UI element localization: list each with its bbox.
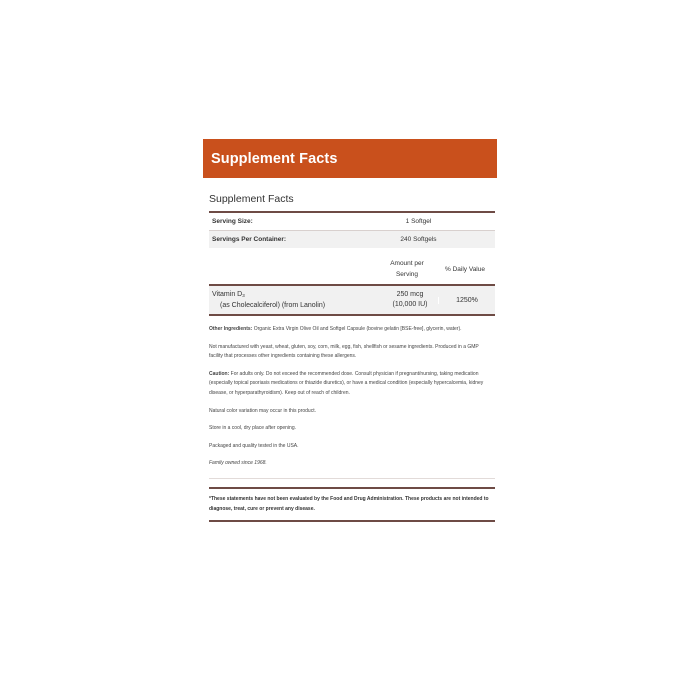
footer-bottom-rule: [209, 520, 495, 522]
amount-header-line1: Amount per: [390, 260, 424, 267]
panel-header: [203, 139, 497, 178]
notes-section: [209, 325, 495, 469]
section-title: Supplement Facts: [209, 193, 294, 205]
servings-per-container-value: 240 Softgels: [400, 236, 437, 243]
header-spacer: [209, 258, 379, 280]
nutrient-daily-value: 1250%: [438, 297, 495, 304]
other-ingredients-label: Other Ingredients:: [209, 326, 253, 332]
notes-divider: [209, 478, 495, 479]
daily-value-header: % Daily Value: [445, 265, 485, 273]
nutrient-name: [209, 290, 382, 311]
servings-per-container-row: [209, 231, 495, 248]
supplement-facts-panel: [203, 139, 497, 553]
serving-size-label: Serving Size:: [212, 218, 253, 225]
nutrient-name-subscript: 3: [242, 292, 245, 298]
allergen-statement: Not manufactured with yeast, wheat, gluten, soy, corn, milk, egg, fish, shellfish or sesame ingredients. Produced in a GMP facility that processes other ingredients containing these allergens.: [209, 343, 479, 360]
serving-size-row: [209, 213, 495, 230]
panel-body: [203, 193, 497, 522]
other-ingredients-text: Organic Extra Virgin Olive Oil and Softgel Capsule (bovine gelatin [BSE-free], glycerin, water).: [253, 326, 462, 332]
caution-label: Caution:: [209, 370, 230, 377]
nutrient-bottom-rule: [209, 314, 495, 316]
fda-disclaimer: *These statements have not been evaluated by the Food and Drug Administration. These products are not intended to diagnose, treat, cure or prevent any disease.: [209, 495, 489, 512]
storage-note: Store in a cool, dry place after opening.: [209, 425, 296, 432]
nutrient-row-vitamin-d3: [209, 286, 495, 314]
color-variation-note: Natural color variation may occur in this product.: [209, 407, 316, 414]
nutrient-amount: [382, 290, 438, 310]
packaged-note: Packaged and quality tested in the USA.: [209, 442, 299, 449]
amount-header-line2: Serving: [395, 271, 419, 278]
servings-per-container-label: Servings Per Container:: [212, 236, 287, 243]
nutrient-amount-iu: (10,000 IU): [392, 301, 428, 308]
nutrient-name-text: Vitamin D: [212, 290, 243, 298]
nutrient-table-header: [209, 258, 495, 284]
family-owned-note: Family owned since 1968.: [209, 460, 267, 467]
nutrient-source: (as Cholecalciferol) (from Lanolin): [220, 301, 326, 309]
caution-text: For adults only. Do not exceed the recommended dose. Consult physician if pregnant/nursing, taking medication (especially topical psoriasis medications or thiazide diuretics), or have a medical condition (especially hypercalcemia, kidney disease, or hyperparathyroidism). Keep out of reach of children.: [209, 370, 484, 396]
nutrient-amount-mcg: 250 mcg: [396, 291, 424, 298]
header-title: Supplement Facts: [211, 150, 338, 167]
other-ingredients: [209, 325, 491, 335]
caution-statement: [209, 370, 491, 399]
amount-per-serving-header: [379, 258, 435, 280]
serving-size-value: 1 Softgel: [405, 218, 432, 225]
